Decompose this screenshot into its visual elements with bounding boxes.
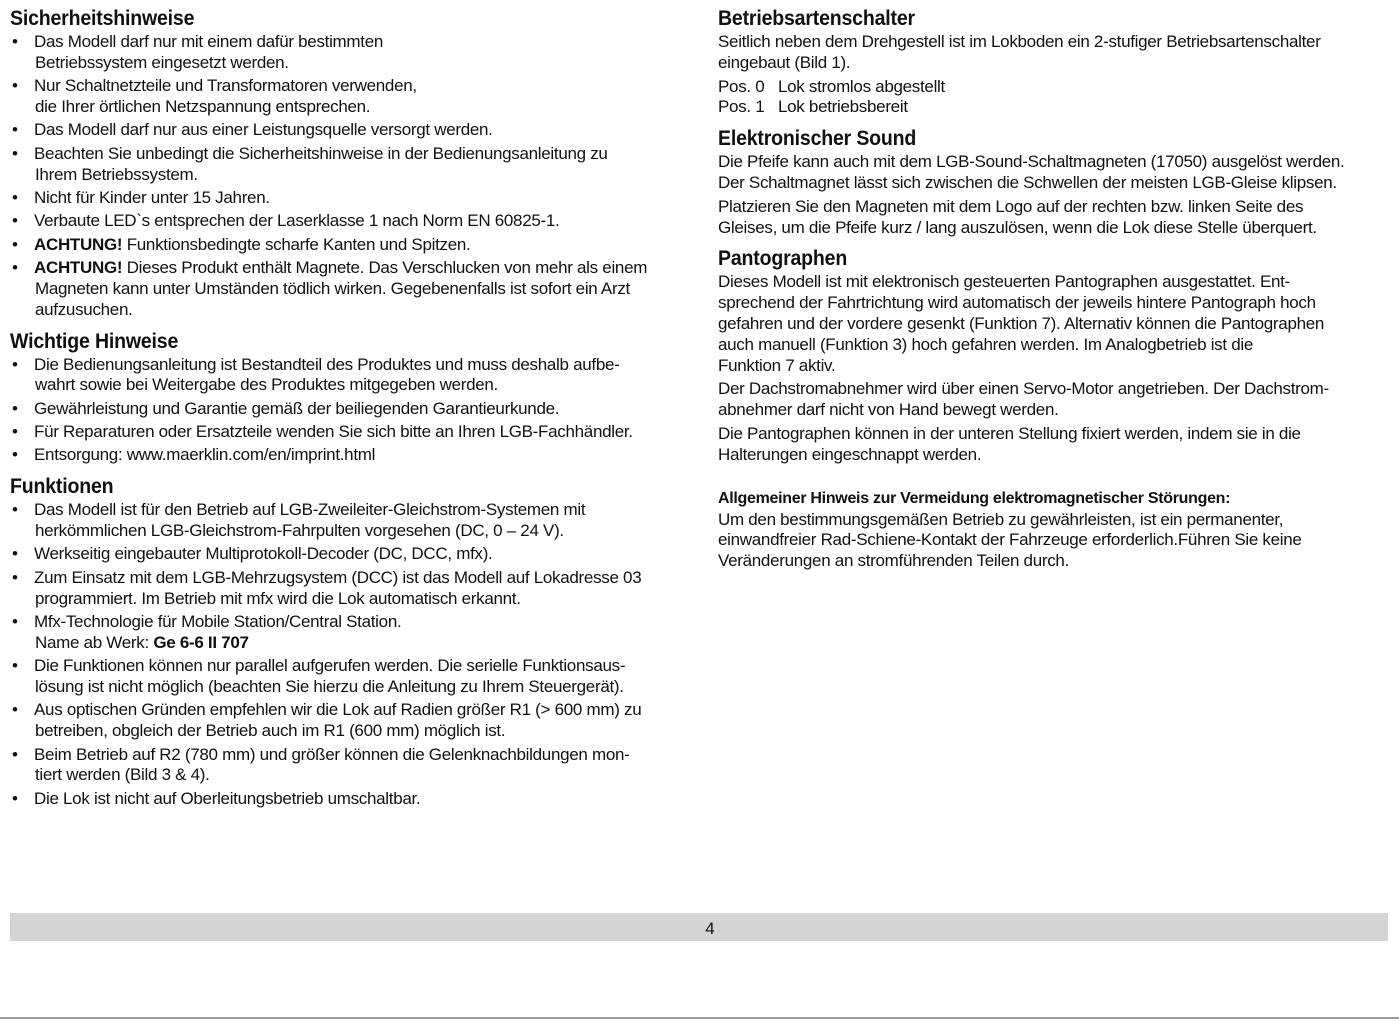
list-item: • Die Lok ist nicht auf Oberleitungsbetrieb umschaltbar. [10, 789, 690, 810]
position-text: Lok betriebsbereit [778, 97, 908, 117]
list-sicherheitshinweise [10, 32, 690, 321]
list-item: • Beachten Sie unbedingt die Sicherheitshinweise in der Bedienungsanleitung zu Ihrem Betriebssystem. [10, 144, 690, 186]
paragraph: Dieses Modell ist mit elektronisch gesteuerten Pantographen ausgestattet. Ent- sprechend der Fahrtrichtung wird automatisch der jeweils hintere Pantograph hoch gefahren und der vordere gesenkt (Funktion 7). Alternativ können die Pantographen auch manuell (Funktion 3) hoch gefahren werden. Im Analogbetrieb ist die Funktion 7 aktiv. [718, 272, 1325, 375]
paragraph: Der Dachstromabnehmer wird über einen Servo-Motor angetrieben. Der Dachstrom- abnehmer darf nicht von Hand bewegt werden. [718, 379, 1329, 420]
heading-betriebsartenschalter: Betriebsartenschalter [718, 7, 915, 30]
position-row [718, 97, 1393, 118]
list-item: • Nur Schaltnetzteile und Transformatoren verwenden, die Ihrer örtlichen Netzspannung entsprechen. [10, 76, 690, 118]
list-item: • Werkseitig eingebauter Multiprotokoll-Decoder (DC, DCC, mfx). [10, 544, 690, 565]
factory-name: Ge 6-6 II 707 [153, 632, 249, 652]
list-item: • Das Modell darf nur aus einer Leistungsquelle versorgt werden. [10, 120, 690, 141]
section-funktionen [10, 474, 690, 809]
paragraph: Seitlich neben dem Drehgestell ist im Lokboden ein 2-stufiger Betriebsartenschalter eingebaut (Bild 1). [718, 32, 1321, 72]
list-item: • Verbaute LED`s entsprechen der Laserklasse 1 nach Norm EN 60825-1. [10, 211, 690, 232]
list-item: • ACHTUNG! Dieses Produkt enthält Magnete. Das Verschlucken von mehr als einem Magneten kann unter Umständen tödlich wirken. Gegebenenfalls ist sofort ein Arzt aufzusuchen. [10, 258, 690, 320]
position-label: Pos. 1 [718, 97, 765, 117]
section-sicherheitshinweise [10, 6, 690, 321]
section-betriebsartenschalter [718, 6, 1393, 118]
section-pantographen [718, 246, 1393, 465]
list-wichtige-hinweise [10, 355, 690, 467]
warning-label: ACHTUNG! [34, 234, 123, 254]
section-emv-hinweis [718, 488, 1393, 572]
warning-label: ACHTUNG! [34, 258, 123, 278]
list-item: • Für Reparaturen oder Ersatzteile wenden Sie sich bitte an Ihren LGB-Fachhändler. [10, 422, 690, 443]
heading-wichtige-hinweise: Wichtige Hinweise [10, 329, 179, 353]
position-text: Lok stromlos abgestellt [778, 76, 945, 96]
position-label: Pos. 0 [718, 76, 765, 96]
list-item: • Aus optischen Gründen empfehlen wir die Lok auf Radien größer R1 (> 600 mm) zu betreiben, obgleich der Betrieb auch im R1 (600 mm) möglich ist. [10, 700, 690, 742]
left-column [10, 6, 690, 818]
heading-emv-hinweis: Allgemeiner Hinweis zur Vermeidung elektromagnetischer Störungen: [718, 489, 1231, 507]
section-elektronischer-sound [718, 126, 1393, 238]
list-item: • Zum Einsatz mit dem LGB-Mehrzugsystem (DCC) ist das Modell auf Lokadresse 03 programmiert. Im Betrieb mit mfx wird die Lok automatisch erkannt. [10, 568, 690, 610]
paragraph: Die Pfeife kann auch mit dem LGB-Sound-Schaltmagneten (17050) ausgelöst werden. Der Schaltmagnet lässt sich zwischen die Schwellen der meisten LGB-Gleise klipsen. [718, 152, 1345, 192]
list-item: • Gewährleistung und Garantie gemäß der beiliegenden Garantieurkunde. [10, 399, 690, 420]
heading-funktionen: Funktionen [10, 475, 114, 499]
page-number: 4 [705, 919, 715, 938]
list-item: • Die Funktionen können nur parallel aufgerufen werden. Die serielle Funktionsaus- lösung ist nicht möglich (beachten Sie hierzu die Anleitung zu Ihrem Steuergerät). [10, 656, 690, 698]
list-item: • Beim Betrieb auf R2 (780 mm) und größer können die Gelenknachbildungen mon- tiert werden (Bild 3 & 4). [10, 745, 690, 787]
list-item: • Mfx-Technologie für Mobile Station/Central Station. Name ab Werk: Ge 6-6 II 707 [10, 612, 690, 654]
position-row [718, 77, 1393, 98]
list-item: • Nicht für Kinder unter 15 Jahren. [10, 188, 690, 209]
heading-elektronischer-sound: Elektronischer Sound [718, 127, 917, 151]
list-item: • Das Modell darf nur mit einem dafür bestimmten Betriebssystem eingesetzt werden. [10, 32, 690, 74]
paragraph: Um den bestimmungsgemäßen Betrieb zu gewährleisten, ist ein permanenter, einwandfreier Rad-Schiene-Kontakt der Fahrzeuge erforderlich.Führen Sie keine Veränderungen an stromführenden Teilen durch. [718, 509, 1302, 571]
list-item: • ACHTUNG! Funktionsbedingte scharfe Kanten und Spitzen. [10, 235, 690, 256]
heading-sicherheitshinweise: Sicherheitshinweise [10, 7, 195, 30]
right-column [718, 6, 1393, 575]
list-item: • Entsorgung: www.maerklin.com/en/imprint.html [10, 445, 690, 466]
list-item: • Die Bedienungsanleitung ist Bestandteil des Produktes und muss deshalb aufbe- wahrt sowie bei Weitergabe des Produktes mitgegeben werden. [10, 355, 690, 397]
heading-pantographen: Pantographen [718, 247, 848, 271]
list-funktionen [10, 500, 690, 809]
paragraph: Die Pantographen können in der unteren Stellung fixiert werden, indem sie in die Halterungen eingeschnappt werden. [718, 423, 1301, 464]
paragraph: Platzieren Sie den Magneten mit dem Logo auf der rechten bzw. linken Seite des Gleises, um die Pfeife kurz / lang auszulösen, wenn die Lok diese Stelle überquert. [718, 196, 1317, 237]
list-item: • Das Modell ist für den Betrieb auf LGB-Zweileiter-Gleichstrom-Systemen mit herkömmlichen LGB-Gleichstrom-Fahrpulten vorgesehen (DC, 0 – 24 V). [10, 500, 690, 542]
section-wichtige-hinweise [10, 329, 690, 467]
bottom-divider [0, 1017, 1399, 1019]
